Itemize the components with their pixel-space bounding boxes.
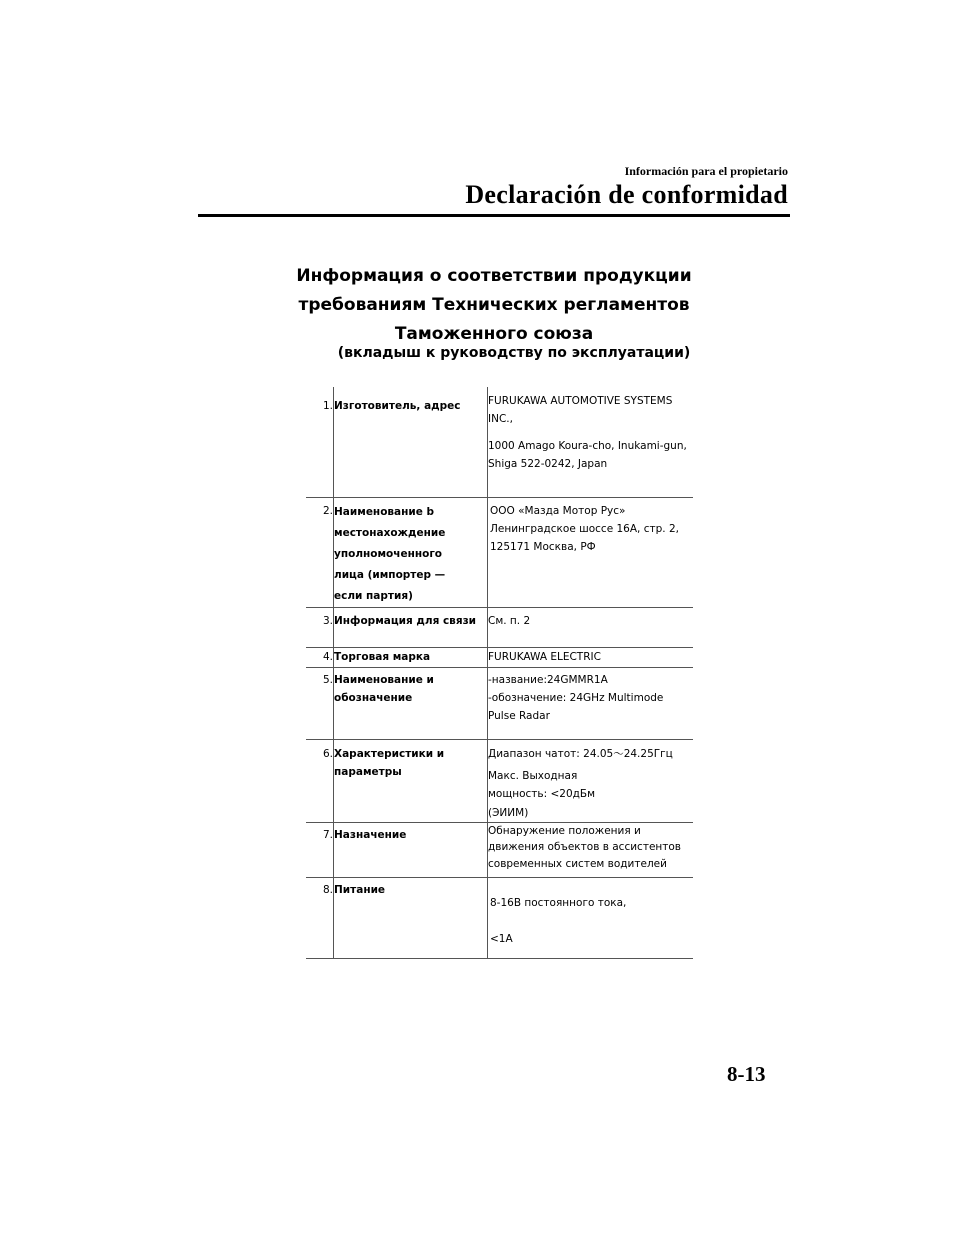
row-value [488, 667, 694, 739]
row-value [488, 497, 694, 607]
row-label: Торговая марка [334, 647, 488, 667]
table-row [306, 497, 693, 607]
row-number: 6. [306, 739, 334, 823]
row-label: Назначение [334, 823, 488, 878]
table-row [306, 647, 693, 667]
value-text: 1000 Amago Koura-cho, Inukami-gun, Shiga 522-0242, Japan [488, 439, 687, 471]
document-title [250, 262, 738, 349]
value-text: -название:24GMMR1A -обозначение: 24GHz Multimode Pulse Radar [488, 673, 664, 723]
row-label: Наименование и обозначение [334, 667, 488, 739]
row-value [488, 387, 694, 497]
title-line: требованиям Технических регламентов [298, 295, 690, 315]
row-number: 1. [306, 387, 334, 497]
table-row [306, 823, 693, 878]
row-number: 3. [306, 607, 334, 647]
specification-table [306, 387, 693, 959]
row-value [488, 739, 694, 823]
row-label: Наименование b местонахождение уполномоченного лица (импортер —если партия) [334, 497, 488, 607]
header-rule [198, 214, 790, 217]
section-title: Declaración de conformidad [465, 180, 788, 209]
title-line: Таможенного союза [394, 324, 594, 344]
row-label: Информация для связи [334, 607, 488, 647]
document-note: (вкладыш к руководству по эксплуатации) [337, 345, 691, 361]
table-row [306, 667, 693, 739]
page-number: 8-13 [727, 1062, 766, 1086]
row-number: 2. [306, 497, 334, 607]
section-subtitle: Información para el propietario [624, 164, 788, 178]
row-number: 7. [306, 823, 334, 878]
row-value [488, 878, 694, 959]
value-text: ООО «Мазда Мотор Рус» Ленинградское шоссе 16А, стр. 2, 125171 Москва, РФ [490, 504, 679, 554]
table-row [306, 739, 693, 823]
table-row [306, 878, 693, 959]
title-line: Информация о соответствии продукции [296, 266, 692, 286]
row-number: 8. [306, 878, 334, 959]
row-label: Изготовитель, адрес [334, 387, 488, 497]
value-text: Макс. Выходная мощность: <20дБм (ЭИИМ) [488, 769, 596, 819]
table-row [306, 607, 693, 647]
row-value: См. п. 2 [488, 614, 531, 627]
row-number: 4. [306, 647, 334, 667]
row-label: Питание [334, 878, 488, 959]
table-row [306, 387, 693, 497]
value-text: 8-16В постоянного тока, [490, 897, 627, 909]
value-text: FURUKAWA AUTOMOTIVE SYSTEMS INC., [488, 395, 673, 426]
row-label: Характеристики и параметры [334, 739, 488, 823]
row-value: FURUKAWA ELECTRIC [488, 650, 601, 663]
value-text: Диапазон чатот: 24.05～24.25Ггц [488, 747, 673, 760]
row-number: 5. [306, 667, 334, 739]
value-text: <1А [490, 933, 513, 946]
row-value: Обнаружение положения и движения объектов в ассистентов современных систем водителей [488, 825, 681, 870]
